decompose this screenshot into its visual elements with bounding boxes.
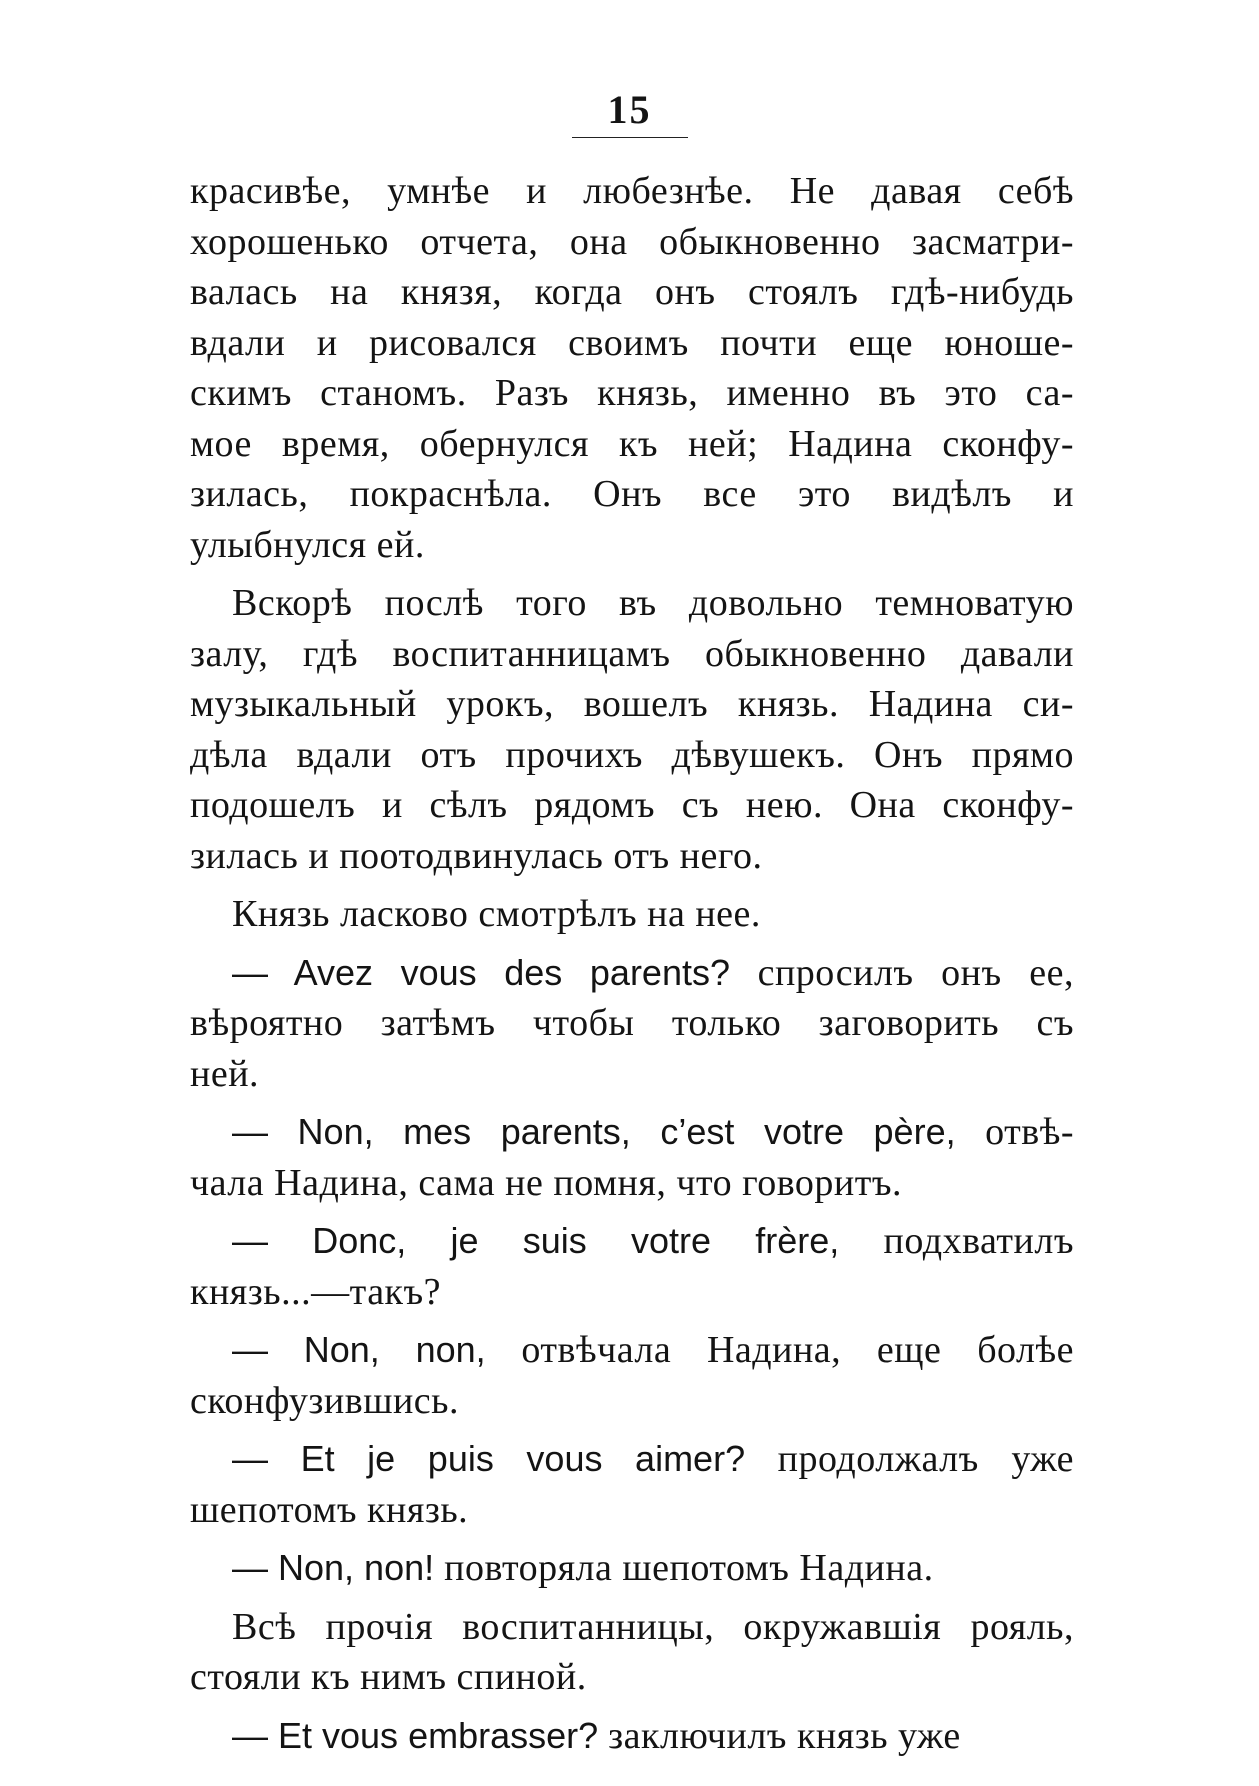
- text-line: [190, 948, 1074, 999]
- text-line: улыбнулся ей.: [190, 523, 425, 566]
- text-line: князь...—такъ?: [190, 1270, 442, 1313]
- text-line: дѣла вдали отъ прочихъ дѣвушекъ. Онъ прямо: [190, 733, 1074, 776]
- text-line: Князь ласково смотрѣлъ на нее.: [232, 893, 761, 935]
- narration-text: повторяла шепотомъ Надина.: [434, 1547, 934, 1589]
- french-dialogue: — Non, mes parents, c’est votre père,: [232, 1111, 956, 1152]
- text-line: Всѣ прочія воспитанницы, окружавшія рояль,: [232, 1605, 1074, 1648]
- text-line: вѣроятно затѣмъ чтобы только заговорить съ: [190, 1002, 1074, 1044]
- paragraph: [190, 1711, 1074, 1762]
- paragraph: [190, 1107, 1074, 1208]
- text-line: сконфузившись.: [190, 1379, 459, 1422]
- french-dialogue: — Donc, je suis votre frère,: [232, 1220, 840, 1261]
- paragraph: [190, 578, 1074, 881]
- narration-text: отвѣ-: [955, 1111, 1074, 1153]
- text-line: скимъ станомъ. Разъ князь, именно въ это са-: [190, 372, 1074, 414]
- paragraph: [190, 166, 1074, 570]
- text-line: стояли къ нимъ спиной.: [190, 1656, 587, 1698]
- french-dialogue: — Non, non,: [232, 1329, 486, 1370]
- text-line: шепотомъ князь.: [190, 1488, 469, 1531]
- french-dialogue: — Avez vous des parents?: [232, 951, 730, 993]
- text-line: залу, гдѣ воспитанницамъ обыкновенно давали: [190, 632, 1074, 675]
- page-number: 15: [607, 87, 652, 132]
- text-line: [190, 1107, 1074, 1158]
- paragraph: [190, 1325, 1074, 1426]
- text-line: красивѣе, умнѣе и любезнѣе. Не давая себѣ: [190, 170, 1074, 212]
- text-line: ней.: [190, 1052, 260, 1095]
- narration-text: заключилъ князь уже: [598, 1714, 961, 1757]
- paragraph: [190, 1434, 1074, 1535]
- narration-text: продолжалъ уже: [745, 1438, 1074, 1480]
- narration-text: отвѣчала Надина, еще болѣе: [485, 1329, 1074, 1371]
- text-line: зилась, покраснѣла. Онъ все это видѣлъ и: [190, 473, 1074, 515]
- text-line: вдали и рисовался своимъ почти еще юноше-: [190, 321, 1074, 364]
- text-line: чала Надина, сама не помня, что говоритъ.: [190, 1161, 902, 1204]
- paragraph: [190, 1216, 1074, 1317]
- narration-text: подхватилъ: [839, 1220, 1074, 1262]
- text-line: валась на князя, когда онъ стоялъ гдѣ-нибудь: [190, 271, 1074, 313]
- text-line: [190, 1543, 1074, 1594]
- french-dialogue: — Et vous embrasser?: [232, 1714, 599, 1756]
- text-line: [190, 1434, 1074, 1485]
- text-line: подошелъ и сѣлъ рядомъ съ нею. Она сконфу-: [190, 784, 1074, 826]
- page-number-rule: [572, 137, 688, 138]
- text-line: мое время, обернулся къ ней; Надина сконфу-: [190, 422, 1074, 465]
- paragraph: [190, 948, 1074, 1100]
- text-line: Вскорѣ послѣ того въ довольно темноватую: [232, 582, 1074, 624]
- french-dialogue: — Non, non!: [232, 1547, 435, 1588]
- body-text: [190, 166, 1074, 1769]
- text-line: музыкальный урокъ, вошелъ князь. Надина си-: [190, 683, 1074, 725]
- text-line: [190, 1711, 1074, 1762]
- text-line: [190, 1325, 1074, 1376]
- text-line: зилась и поотодвинулась отъ него.: [190, 834, 763, 877]
- text-line: хорошенько отчета, она обыкновенно засматри-: [190, 220, 1074, 263]
- paragraph: [190, 889, 1074, 940]
- paragraph: [190, 1602, 1074, 1703]
- text-line: [190, 1216, 1074, 1267]
- french-dialogue: — Et je puis vous aimer?: [232, 1438, 746, 1479]
- narration-text: спросилъ онъ ее,: [730, 951, 1074, 994]
- paragraph: [190, 1543, 1074, 1594]
